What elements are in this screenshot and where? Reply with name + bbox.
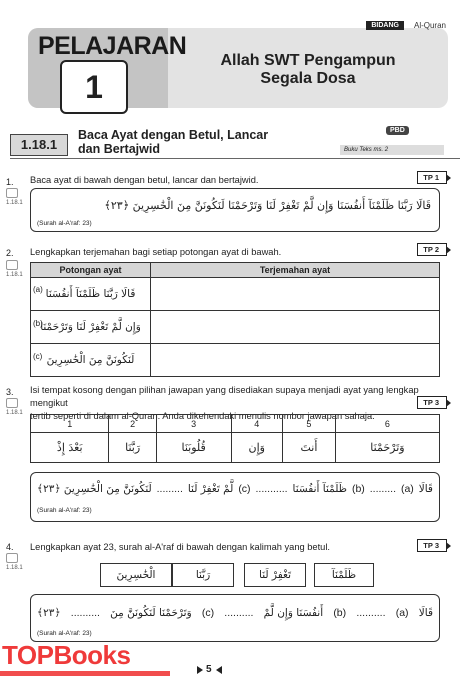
word-option-4[interactable]: ظَلَمْنَآ <box>314 563 374 587</box>
question-3-code: 1.18.1 <box>6 410 23 416</box>
cube-icon <box>6 260 18 270</box>
blank-c-label: (c) <box>201 607 215 619</box>
pbd-badge: PBD <box>386 126 409 135</box>
blank-a-label: (a) <box>395 607 409 619</box>
question-1-verse-box <box>30 188 440 232</box>
column-header-translation: Terjemahan ayat <box>151 263 440 278</box>
choice-number-6: 6 <box>335 415 439 433</box>
blank-b[interactable]: ........... <box>255 483 288 495</box>
question-3-text-line1: Isi tempat kosong dengan pilihan jawapan yang disediakan supaya menjadi ayat yang lengkap mengikut <box>30 385 419 408</box>
question-4-fill-b-pre: أَنفُسَنَا وَإِن لَّمْ <box>263 607 324 619</box>
table-row <box>31 311 440 344</box>
translation-table <box>30 262 440 377</box>
column-header-phrase: Potongan ayat <box>31 263 151 278</box>
page-number: 5 <box>206 664 212 675</box>
watermark-underline <box>0 671 170 676</box>
question-1-text: Baca ayat di bawah dengan betul, lancar dan bertajwid. <box>30 175 259 185</box>
choice-number-2: 2 <box>109 415 156 433</box>
question-3-fill-c-pre: لَّمْ تَغْفِرْ لَنَا <box>187 483 234 495</box>
choice-number-1: 1 <box>31 415 109 433</box>
blank-c-label: (c) <box>238 483 251 495</box>
blank-a[interactable]: .......... <box>356 607 386 619</box>
blank-c[interactable]: ......... <box>156 483 183 495</box>
choice-number-5: 5 <box>283 415 336 433</box>
question-2-tp-badge: TP 2 <box>417 243 447 256</box>
table-row <box>31 278 440 311</box>
translation-answer-b[interactable] <box>151 311 440 344</box>
section-title <box>78 128 338 156</box>
phrase-cell-a: قَالَا رَبَّنَا ظَلَمْنَآ أَنفُسَنَا <box>31 278 151 311</box>
choice-number-4: 4 <box>231 415 282 433</box>
section-code: 1.18.1 <box>10 134 68 156</box>
question-3-text-line2: tertib seperti di dalam al-Quran. Anda dikehendaki menulis nombor jawapan sahaja. <box>30 411 375 421</box>
watermark-logo: TOPBooks <box>2 640 131 670</box>
cube-icon <box>6 553 18 563</box>
question-3-fill-line <box>37 483 433 495</box>
word-option-3[interactable]: تَغْفِرْ لَنَا <box>244 563 306 587</box>
phrase-cell-c: لَنَكُونَنَّ مِنَ الْخَٰسِرِينَ <box>31 344 151 377</box>
textbook-reference: Buku Teks ms. 2 <box>340 145 444 155</box>
lesson-title <box>188 52 428 88</box>
question-1-number: 1. <box>6 177 14 187</box>
question-4-fill-c-pre: وَتَرْحَمْنَا لَنَكُونَنَّ مِنَ <box>110 607 192 619</box>
word-option-2[interactable]: رَبَّنَا <box>172 563 234 587</box>
choice-option-6: وَتَرْحَمْنَا <box>335 433 439 463</box>
lesson-word: PELAJARAN <box>38 32 187 60</box>
question-3-number: 3. <box>6 387 14 397</box>
question-3-tp-badge: TP 3 <box>417 396 447 409</box>
page-arrow-left-icon <box>197 666 203 674</box>
lesson-header <box>28 18 448 108</box>
translation-answer-a[interactable] <box>151 278 440 311</box>
question-1-tp-badge: TP 1 <box>417 171 447 184</box>
question-3-fill-box <box>30 472 440 522</box>
section-title-line2: dan Bertajwid <box>78 142 160 156</box>
blank-b[interactable]: .......... <box>224 607 254 619</box>
choice-option-1: بَعْدَ إِذْ <box>31 433 109 463</box>
blank-c[interactable]: .......... <box>70 607 100 619</box>
choice-option-4: وَإِن <box>231 433 282 463</box>
blank-b-label: (b) <box>333 607 347 619</box>
row-label-c: (c) <box>33 352 43 361</box>
lesson-title-line2: Segala Dosa <box>260 70 356 87</box>
question-4-fill-line <box>37 607 433 619</box>
question-3-fill-a-pre: قَالَا <box>418 483 433 495</box>
word-option-1[interactable]: الْخَٰسِرِينَ <box>100 563 172 587</box>
lesson-number: 1 <box>60 60 128 114</box>
question-4-code: 1.18.1 <box>6 565 23 571</box>
question-4-source: (Surah al-A'raf: 23) <box>37 630 92 637</box>
question-2-number: 2. <box>6 248 14 258</box>
question-4-tp-badge: TP 3 <box>417 539 447 552</box>
choice-option-2: رَبَّنَا <box>109 433 156 463</box>
question-3-source: (Surah al-A'raf: 23) <box>37 507 92 514</box>
question-4-fill-end: ﴿٢٣﴾ <box>37 607 61 619</box>
choice-number-3: 3 <box>156 415 231 433</box>
blank-a-label: (a) <box>400 483 414 495</box>
lesson-title-line1: Allah SWT Pengampun <box>220 52 396 69</box>
blank-a[interactable]: ......... <box>369 483 397 495</box>
question-1-code: 1.18.1 <box>6 200 23 206</box>
cube-icon <box>6 188 18 198</box>
question-2-text: Lengkapkan terjemahan bagi setiap potongan ayat di bawah. <box>30 247 282 257</box>
choice-table <box>30 414 440 463</box>
section-title-line1: Baca Ayat dengan Betul, Lancar <box>78 128 269 142</box>
choice-option-3: قُلُوبَنَا <box>156 433 231 463</box>
question-4-number: 4. <box>6 542 14 552</box>
phrase-cell-b: وَإِن لَّمْ تَغْفِرْ لَنَا وَتَرْحَمْنَا <box>31 311 151 344</box>
bidang-value: Al-Quran <box>413 21 446 30</box>
row-label-b: (b) <box>33 319 43 328</box>
question-4-fill-box <box>30 594 440 642</box>
page-arrow-right-icon <box>216 666 222 674</box>
question-4-text: Lengkapkan ayat 23, surah al-A'raf di bawah dengan kalimah yang betul. <box>30 542 330 552</box>
question-3-fill-b-pre: ظَلَمْنَآ أَنفُسَنَا <box>292 483 348 495</box>
row-label-a: (a) <box>33 285 43 294</box>
choice-option-5: أَنتَ <box>283 433 336 463</box>
question-1-verse: قَالَا رَبَّنَا ظَلَمْنَآ أَنفُسَنَا وَإِن لَّمْ تَغْفِرْ لَنَا وَتَرْحَمْنَا لَنَكُونَنَّ مِنَ الْخَٰسِرِينَ ﴿٢٣﴾ <box>104 199 431 212</box>
section-divider <box>10 158 460 159</box>
table-row <box>31 344 440 377</box>
question-2-code: 1.18.1 <box>6 272 23 278</box>
question-1-source: (Surah al-A'raf: 23) <box>37 220 92 227</box>
bidang-label: BIDANG <box>366 21 404 30</box>
blank-b-label: (b) <box>351 483 365 495</box>
cube-icon <box>6 398 18 408</box>
question-3-fill-end: لَنَكُونَنَّ مِنَ الْخَٰسِرِينَ ﴿٢٣﴾ <box>37 483 152 495</box>
translation-answer-c[interactable] <box>151 344 440 377</box>
question-4-fill-a-pre: قَالَا <box>418 607 433 619</box>
